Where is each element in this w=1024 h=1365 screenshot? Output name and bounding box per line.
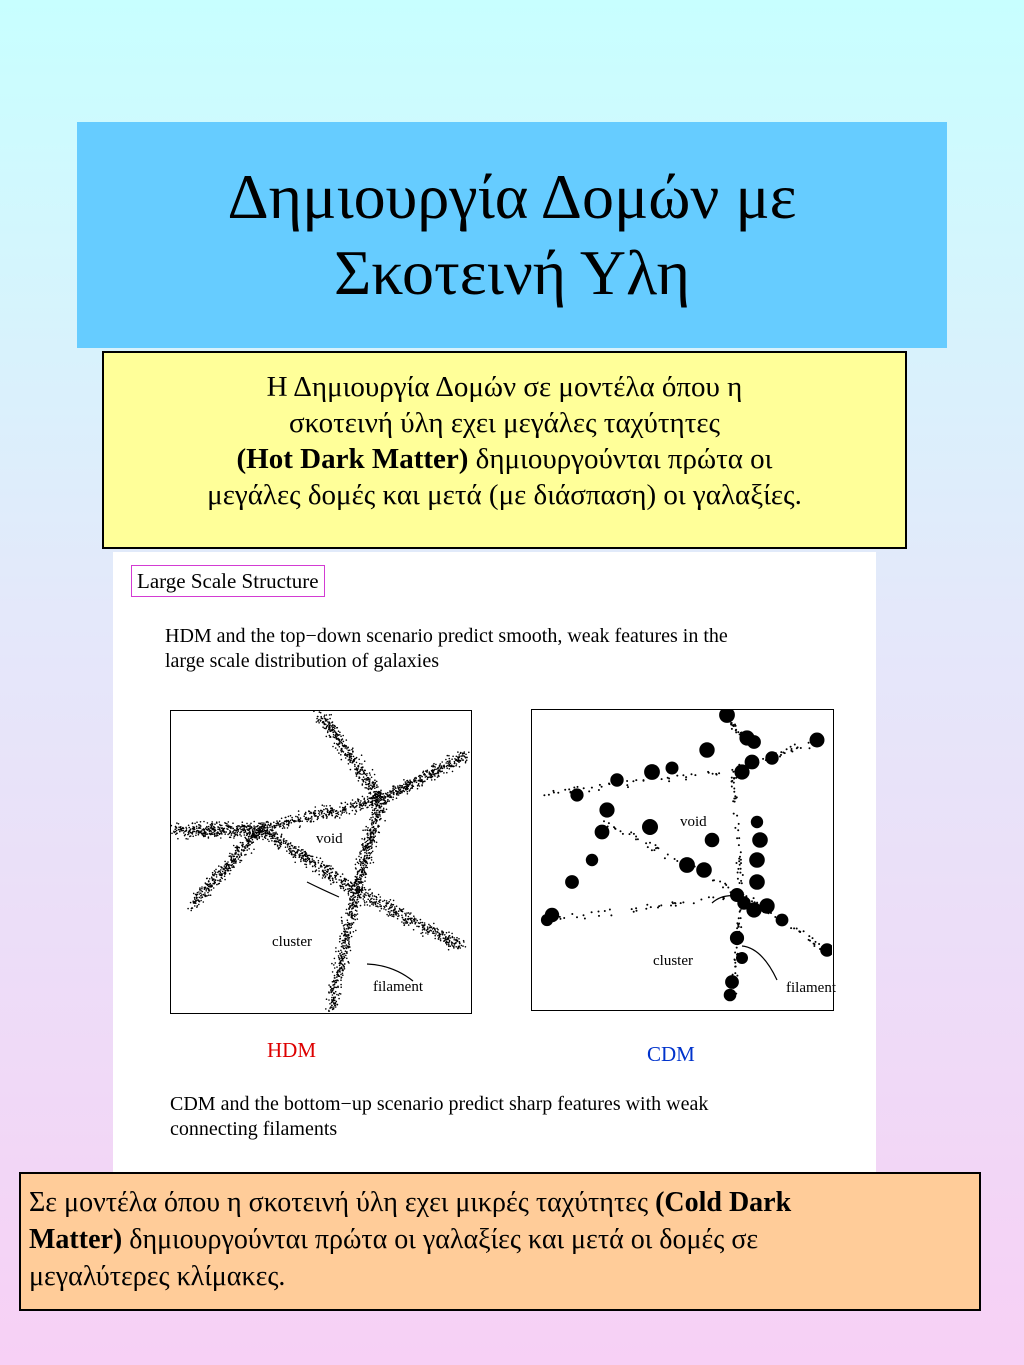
title-line-2: Σκοτεινή Υλη: [333, 237, 691, 308]
cdm-bold-term-2: Matter): [29, 1224, 123, 1255]
hdm-line-1: Η Δημιουργία Δομών σε μοντέλα όπου η: [266, 371, 743, 403]
title-box: [77, 122, 947, 348]
figure-top-text: [165, 624, 865, 674]
figure-top-line-2: large scale distribution of galaxies: [165, 650, 439, 672]
slide-title: [228, 159, 797, 311]
cold-dark-matter-textbox: [19, 1172, 981, 1311]
hot-dark-matter-textbox: [102, 351, 907, 549]
cdm-void-label: void: [680, 814, 707, 830]
cdm-panel: [531, 709, 834, 1011]
figure-heading: Large Scale Structure: [131, 565, 325, 597]
hdm-particle-field: [171, 711, 470, 1012]
hdm-cluster-label: cluster: [272, 934, 312, 950]
hdm-panel: [170, 710, 472, 1014]
hdm-line-3: δημιουργούνται πρώτα οι: [468, 443, 773, 475]
cdm-text-line-3: μεγαλύτερες κλίμακες.: [29, 1261, 286, 1292]
cdm-filament-label: filament: [786, 980, 836, 996]
cdm-bold-term-1: (Cold Dark: [655, 1187, 792, 1218]
cdm-filament-pointer: [742, 946, 777, 980]
hdm-model-label: HDM: [267, 1038, 317, 1062]
hdm-filament-label: filament: [373, 979, 423, 995]
cdm-cluster-label: cluster: [653, 953, 693, 969]
cdm-model-label: CDM: [647, 1042, 695, 1066]
figure-bottom-line-2: connecting filaments: [170, 1118, 338, 1140]
hdm-void-label: void: [316, 831, 343, 847]
hdm-line-4: μεγάλες δομές και μετά (με διάσπαση) οι γαλαξίες.: [207, 479, 802, 511]
hdm-cluster-pointer: [307, 882, 339, 897]
figure-bottom-line-1: CDM and the bottom−up scenario predict sharp features with weak: [170, 1093, 709, 1115]
cdm-text-part-1: Σε μοντέλα όπου η σκοτεινή ύλη εχει μικρές ταχύτητες: [29, 1187, 656, 1218]
figure-top-line-1: HDM and the top−down scenario predict smooth, weak features in the: [165, 625, 728, 647]
cdm-text-part-2: δημιουργούνται πρώτα οι γαλαξίες και μετά οι δομές σε: [122, 1224, 759, 1255]
hdm-line-2: σκοτεινή ύλη εχει μεγάλες ταχύτητες: [288, 407, 721, 439]
hdm-filament-diagram: [171, 711, 470, 1012]
structure-figure: [113, 552, 876, 1172]
hdm-bold-term: (Hot Dark Matter): [236, 443, 469, 475]
figure-bottom-text: [170, 1092, 870, 1142]
title-line-1: Δημιουργία Δομών με: [227, 161, 797, 232]
